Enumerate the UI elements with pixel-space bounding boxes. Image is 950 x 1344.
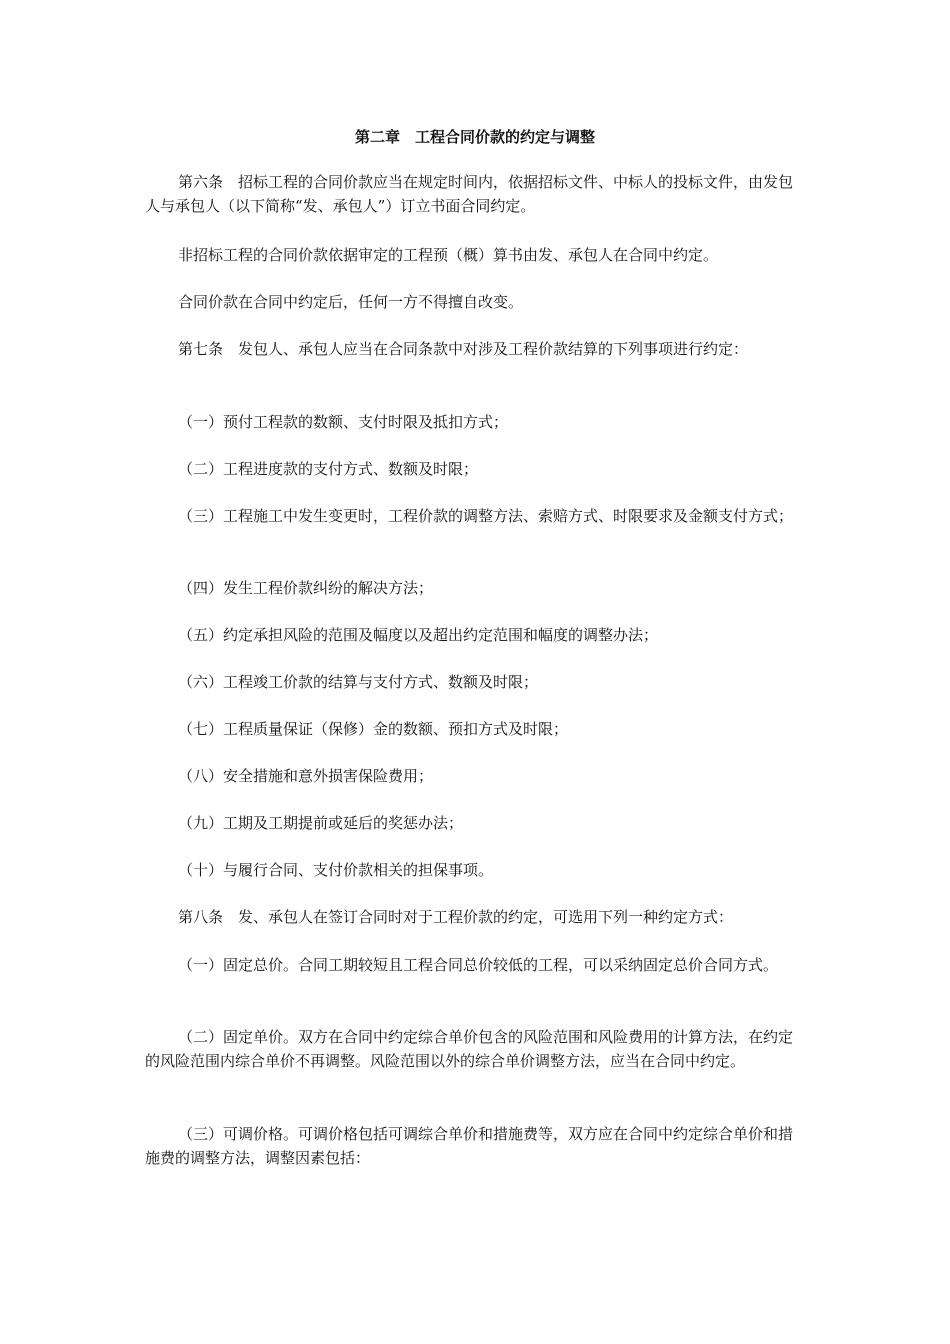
article-8-item-1: （一）固定总价。合同工期较短且工程合同总价较低的工程，可以采纳固定总价合同方式。	[178, 956, 779, 974]
document-page	[145, 0, 805, 1344]
non-tender-paragraph: 非招标工程的合同价款依据审定的工程预（概）算书由发、承包人在合同中约定。	[178, 246, 719, 264]
article-7-item-9: （九）工期及工期提前或延后的奖惩办法；	[178, 814, 464, 832]
article-7-item-5: （五）约定承担风险的范围及幅度以及超出约定范围和幅度的调整办法；	[178, 626, 659, 644]
chapter-heading: 第二章 工程合同价款的约定与调整	[354, 128, 595, 146]
article-7-item-10: （十）与履行合同、支付价款相关的担保事项。	[178, 861, 494, 879]
article-7-item-2: （二）工程进度款的支付方式、数额及时限；	[178, 460, 479, 478]
article-7-item-3: （三）工程施工中发生变更时，工程价款的调整方法、索赔方式、时限要求及金额支付方式；	[178, 507, 794, 525]
article-7-item-8: （八）安全措施和意外损害保险费用；	[178, 767, 434, 785]
article-8-paragraph: 第八条 发、承包人在签订合同时对于工程价款的约定，可选用下列一种约定方式：	[178, 908, 734, 926]
article-7-paragraph: 第七条 发包人、承包人应当在合同条款中对涉及工程价款结算的下列事项进行约定：	[178, 340, 749, 358]
article-7-item-6: （六）工程竣工价款的结算与支付方式、数额及时限；	[178, 673, 539, 691]
article-7-item-4: （四）发生工程价款纠纷的解决方法；	[178, 579, 434, 597]
article-8-item-2: （二）固定单价。双方在合同中约定综合单价包含的风险范围和风险费用的计算方法，在约定的风险范围内综合单价不再调整。风险范围以外的综合单价调整方法，应当在合同中约定。	[145, 1028, 794, 1070]
article-8-item-3: （三）可调价格。可调价格包括可调综合单价和措施费等，双方应在合同中约定综合单价和措施费的调整方法，调整因素包括：	[145, 1125, 794, 1167]
article-6-paragraph: 第六条 招标工程的合同价款应当在规定时间内，依据招标文件、中标人的投标文件，由发包人与承包人（以下简称“发、承包人”）订立书面合同约定。	[145, 173, 794, 215]
article-7-item-1: （一）预付工程款的数额、支付时限及抵扣方式；	[178, 413, 509, 431]
no-change-paragraph: 合同价款在合同中约定后，任何一方不得擅自改变。	[178, 293, 524, 311]
article-7-item-7: （七）工程质量保证（保修）金的数额、预扣方式及时限；	[178, 720, 569, 738]
